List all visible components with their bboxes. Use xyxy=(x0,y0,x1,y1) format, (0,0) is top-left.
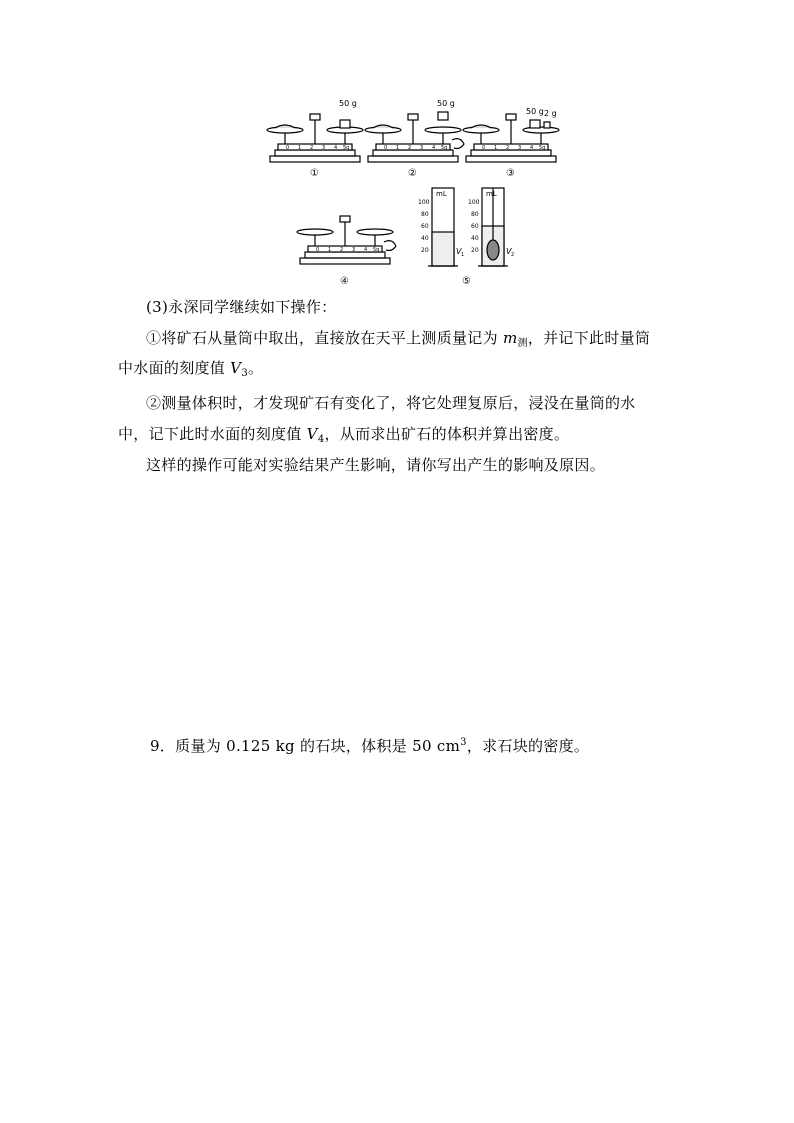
scale-number: 0 xyxy=(384,145,388,151)
balance-3-weight-label-b: 2 g xyxy=(544,109,557,118)
scale-number: 2 xyxy=(408,145,412,151)
balance-2-label: ② xyxy=(408,168,417,179)
question9 xyxy=(150,733,589,756)
reading-v2-sub: 2 xyxy=(511,252,515,258)
question9-text-b: ，求石块的密度。 xyxy=(466,737,590,755)
tick-label: 20 xyxy=(421,247,429,254)
scale-number: 5g xyxy=(539,145,546,151)
cylinder-v1 xyxy=(428,188,458,266)
scale-number: 0 xyxy=(286,145,290,151)
scale-number: 4 xyxy=(432,145,436,151)
scale-number: 5g xyxy=(373,247,380,253)
cylinder-2-unit: mL xyxy=(486,190,497,198)
balance-1-label: ① xyxy=(310,168,319,179)
scale-number: 2 xyxy=(310,145,314,151)
scale-number: 0 xyxy=(482,145,486,151)
step2-line2-end: ，从而求出矿石的体积并算出密度。 xyxy=(324,425,570,443)
tick-label: 80 xyxy=(471,211,479,218)
scale-number: 3 xyxy=(420,145,424,151)
balance-1-weight-label: 50 g xyxy=(339,99,357,108)
scale-number: 2 xyxy=(340,247,344,253)
step2-var-v-sub: 4 xyxy=(317,434,325,445)
question3-step2-line1: ②测量体积时，才发现矿石有变化了，将它处理复原后，浸没在量筒的水 xyxy=(146,394,636,412)
tick-label: 60 xyxy=(471,223,479,230)
scale-number: 4 xyxy=(334,145,338,151)
scale-number: 0 xyxy=(316,247,320,253)
step1-var-v-sub: 3 xyxy=(241,368,248,379)
cylinders-label: ⑤ xyxy=(462,276,471,287)
step1-line2-end: 。 xyxy=(247,359,264,377)
scale-number: 2 xyxy=(506,145,510,151)
tick-label: 40 xyxy=(471,235,479,242)
scale-number: 1 xyxy=(298,145,302,151)
balance-1 xyxy=(267,114,363,162)
tick-label: 80 xyxy=(421,211,429,218)
tick-label: 20 xyxy=(471,247,479,254)
balance-4-label: ④ xyxy=(340,276,349,287)
question3-prompt: 这样的操作可能对实验结果产生影响，请你写出产生的影响及原因。 xyxy=(146,456,606,474)
question3-step2-line2 xyxy=(118,424,569,450)
question3-heading: (3)永深同学继续如下操作： xyxy=(146,298,337,316)
step1-text-a: ①将矿石从量筒中取出，直接放在天平上测质量记为 xyxy=(146,329,503,347)
step2-var-v: V xyxy=(306,425,318,443)
question9-sup: 3 xyxy=(460,737,467,748)
scale-number: 4 xyxy=(364,247,368,253)
question9-text-a: 9．质量为 0.125 kg 的石块，体积是 50 cm xyxy=(150,737,461,755)
scale-number: 1 xyxy=(328,247,332,253)
step2-line2-text-a: 中，记下此时水面的刻度值 xyxy=(118,425,307,443)
experiment-figure xyxy=(260,92,560,288)
step1-var-v: V xyxy=(230,359,242,377)
step1-var-m-sub: 测 xyxy=(517,338,528,349)
balance-2 xyxy=(365,112,464,162)
scale-number: 1 xyxy=(396,145,400,151)
scale-number: 3 xyxy=(518,145,522,151)
scale-number: 3 xyxy=(322,145,326,151)
balance-3-weight-label-a: 50 g xyxy=(526,107,544,116)
scale-number: 5g xyxy=(441,145,448,151)
question3-step1-line2 xyxy=(118,358,263,384)
question3-step1-line1 xyxy=(146,328,650,354)
tick-label: 60 xyxy=(421,223,429,230)
cylinder-1-unit: mL xyxy=(436,190,447,198)
reading-v1: V xyxy=(456,247,462,256)
balance-3 xyxy=(463,114,559,162)
scale-number: 4 xyxy=(530,145,534,151)
reading-v2: V xyxy=(506,247,512,256)
scale-number: 1 xyxy=(494,145,498,151)
step1-line2-text-a: 中水面的刻度值 xyxy=(118,359,231,377)
scale-number: 5g xyxy=(343,145,350,151)
reading-v1-sub: 1 xyxy=(461,252,465,258)
experiment-illustration xyxy=(260,92,560,288)
step1-var-m: m xyxy=(502,329,518,347)
tick-label: 100 xyxy=(468,199,480,206)
scale-number: 3 xyxy=(352,247,356,253)
cylinder-v2 xyxy=(478,188,508,266)
balance-2-weight-label: 50 g xyxy=(437,99,455,108)
balance-3-label: ③ xyxy=(506,168,515,179)
balance-4 xyxy=(297,216,396,264)
step1-text-b: ，并记下此时量筒 xyxy=(527,329,651,347)
tick-label: 40 xyxy=(421,235,429,242)
tick-label: 100 xyxy=(418,199,430,206)
